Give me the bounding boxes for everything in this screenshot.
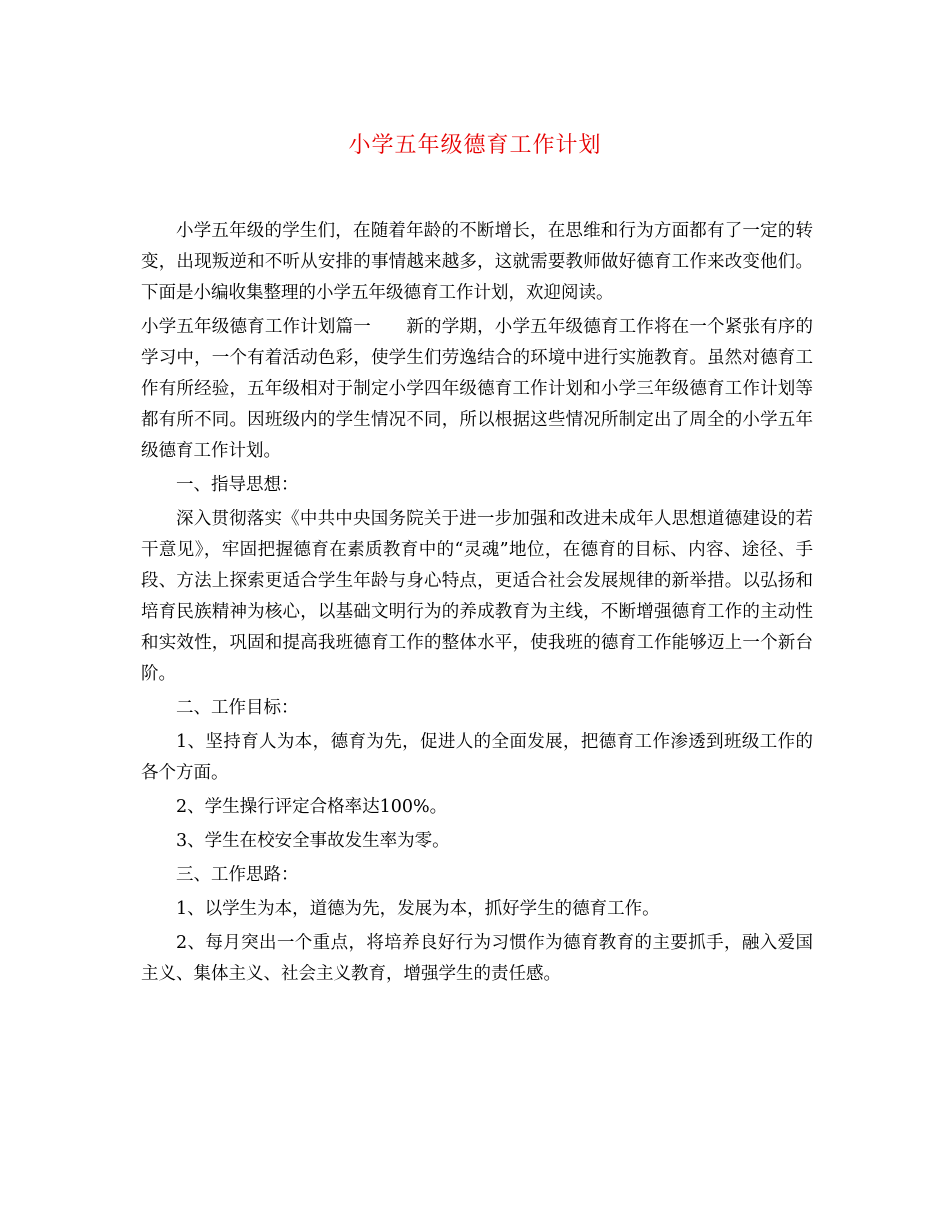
paragraph-guiding-thought: 深入贯彻落实《中共中央国务院关于进一步加强和改进未成年人思想道德建设的若干意见》，牢固把握德育在素质教育中的“灵魂”地位，在德育的目标、内容、途径、手段、方法上探索更适合学生年龄与身心特点，更适合社会发展规律的新举措。以弘扬和培育民族精神为核心，以基础文明行为的养成教育为主线，不断增强德育工作的主动性和实效性，巩固和提高我班德育工作的整体水平，使我班的德育工作能够迈上一个新台阶。 [141, 509, 813, 684]
paragraph-intro: 小学五年级的学生们，在随着年龄的不断增长，在思维和行为方面都有了一定的转变，出现叛逆和不听从安排的事情越来越多，这就需要教师做好德育工作来改变他们。下面是小编收集整理的小学五年级德育工作计划，欢迎阅读。 [141, 221, 813, 303]
paragraph-plan-one: 小学五年级德育工作计划篇一 新的学期，小学五年级德育工作将在一个紧张有序的学习中，一个有着活动色彩，使学生们劳逸结合的环境中进行实施教育。虽然对德育工作有所经验，五年级相对于制定小学四年级德育工作计划和小学三年级德育工作计划等都有所不同。因班级内的学生情况不同，所以根据这些情况所制定出了周全的小学五年级德育工作计划。 [141, 317, 813, 461]
section-heading-work-approach: 三、工作思路： [176, 865, 299, 885]
list-item-approach-2: 2、每月突出一个重点，将培养良好行为习惯作为德育教育的主要抓手，融入爱国主义、集体主义、社会主义教育，增强学生的责任感。 [141, 933, 813, 984]
document-title: 小学五年级德育工作计划 [348, 133, 602, 158]
list-item-approach-1: 1、以学生为本，道德为先，发展为本，抓好学生的德育工作。 [176, 899, 660, 919]
list-item-goal-2: 2、学生操行评定合格率达100%。 [176, 797, 448, 817]
document-body [141, 216, 813, 993]
section-heading-work-goals: 二、工作目标： [176, 698, 299, 718]
list-item-goal-1: 1、坚持育人为本，德育为先，促进人的全面发展，把德育工作渗透到班级工作的各个方面。 [141, 732, 813, 783]
section-heading-guiding-thought: 一、指导思想： [176, 475, 299, 495]
list-item-goal-3: 3、学生在校安全事故发生率为零。 [176, 831, 450, 851]
